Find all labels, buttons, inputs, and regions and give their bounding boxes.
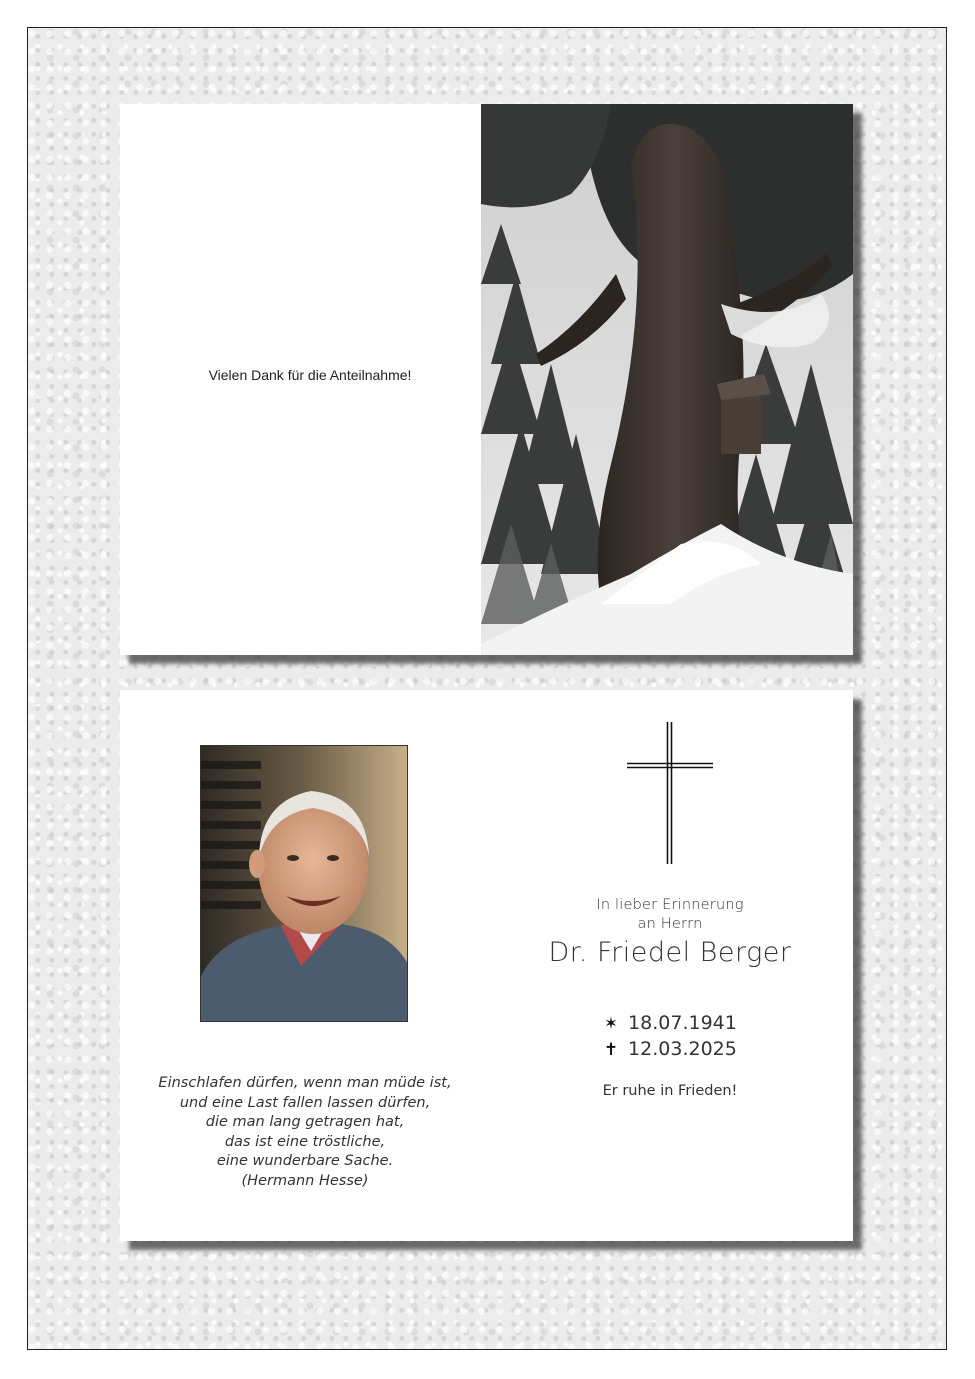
poem-line: und eine Last fallen lassen dürfen, <box>179 1094 431 1111</box>
star-icon: ✶ <box>603 1014 619 1034</box>
birth-date: 18.07.1941 <box>628 1012 737 1034</box>
poem-quote <box>140 1074 470 1192</box>
portrait-photo <box>200 745 408 1022</box>
deceased-name: Dr. Friedel Berger <box>548 937 792 968</box>
death-date-row <box>600 1038 760 1060</box>
birth-date-row <box>600 1012 760 1034</box>
poem-author: (Hermann Hesse) <box>241 1172 369 1189</box>
poem-line: die man lang getragen hat, <box>205 1114 405 1131</box>
poem-line: eine wunderbare Sache. <box>216 1153 394 1170</box>
memorial-intro: In lieber Erinnerung <box>596 897 744 913</box>
memorial-intro-2: an Herrn <box>637 916 703 932</box>
rest-in-peace-text: Er ruhe in Frieden! <box>602 1083 738 1099</box>
small-cross-icon: ✝ <box>603 1040 619 1060</box>
cross-icon <box>625 720 715 866</box>
thanks-text: Vielen Dank für die Anteilnahme! <box>208 367 412 383</box>
winter-tree-photo <box>481 104 853 655</box>
poem-line: Einschlafen dürfen, wenn man müde ist, <box>158 1075 452 1091</box>
poem-line: das ist eine tröstliche, <box>224 1133 386 1150</box>
death-date: 12.03.2025 <box>628 1038 737 1060</box>
